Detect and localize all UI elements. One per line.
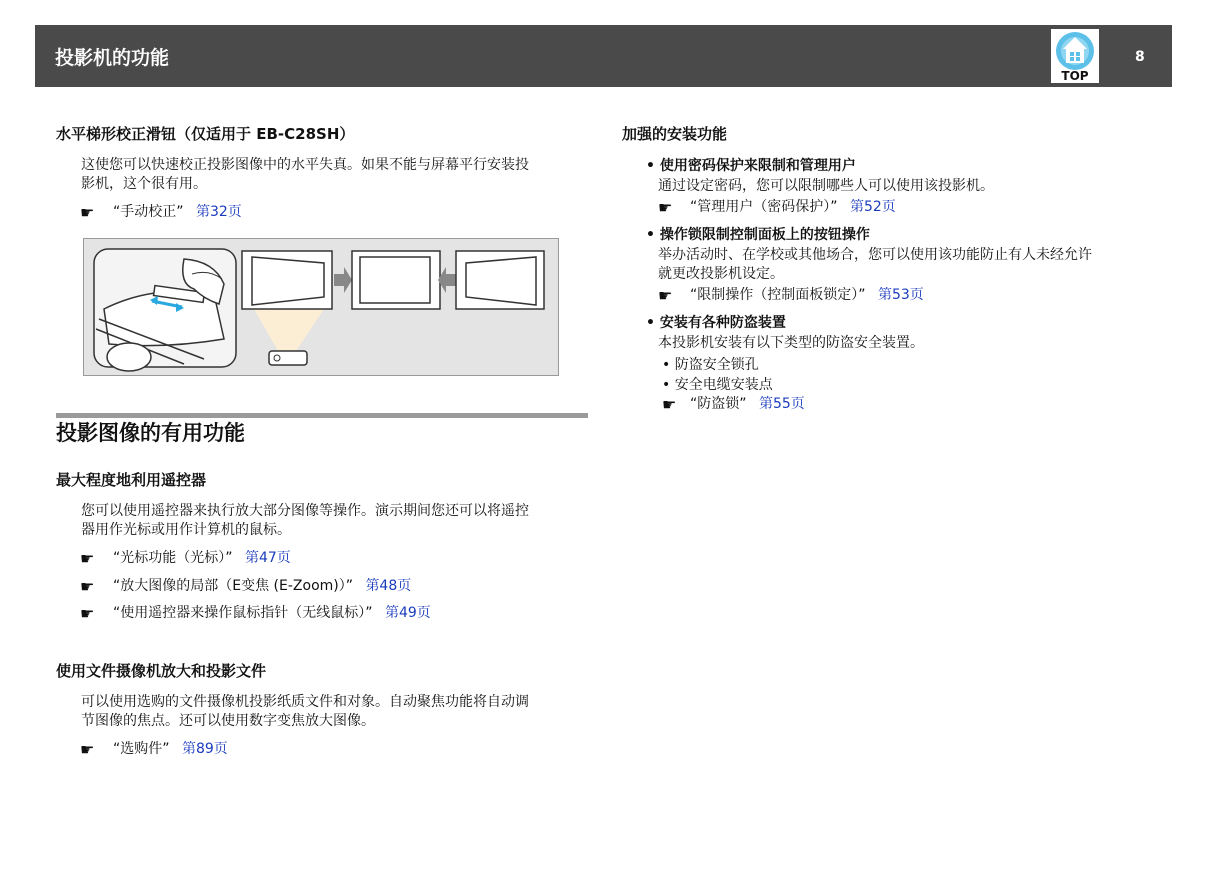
ref-manual-correction[interactable] [56,203,613,222]
hand-pointer-icon: ☛ [80,577,95,596]
page-link[interactable]: 第32页 [195,204,242,220]
hand-pointer-icon: ☛ [80,740,95,759]
item-title: 安装有各种防盗装置 [659,315,786,331]
section-divider [56,413,588,418]
lock-body-line1: 举办活动时、在学校或其他场合，您可以使用该功能防止有人未经允许 [658,247,1092,263]
arrow-right-icon [334,267,352,293]
ref-text: “管理用户（密码保护）” [690,199,838,215]
hand-pointer-icon: ☛ [662,395,677,414]
screen-before-right [456,251,544,309]
bullet-operation-lock [646,226,870,245]
ref-control-panel-lock[interactable] [622,286,1210,305]
item-title: 操作锁限制控制面板上的按钮操作 [659,227,870,243]
screen-corrected [352,251,440,309]
page-link[interactable]: 第89页 [181,741,228,757]
sub-bullet-dot: • [662,377,671,393]
ref-text: “手动校正” [113,204,184,220]
remote-body-line2: 器用作光标或用作计算机的鼠标。 [81,522,291,538]
section-title-useful-features: 投影图像的有用功能 [56,421,245,445]
ref-text: “使用遥控器来操作鼠标指针（无线鼠标）” [113,605,373,621]
ref-cursor-function[interactable] [56,549,613,568]
page-number: 8 [1135,49,1145,65]
ref-e-zoom[interactable] [56,577,613,596]
page-link[interactable]: 第49页 [384,605,431,621]
ref-text: “选购件” [113,741,170,757]
sub-item-text: 防盗安全锁孔 [674,357,759,373]
top-label: TOP [1061,69,1089,83]
hand-pointer-icon: ☛ [80,203,95,222]
password-body: 通过设定密码，您可以限制哪些人可以使用该投影机。 [658,178,994,194]
item-title: 使用密码保护来限制和管理用户 [659,158,856,174]
heading-installation-features: 加强的安装功能 [622,125,728,143]
sub-item-cable-point [662,376,773,395]
ref-text: “限制操作（控制面板锁定）” [690,287,866,303]
heading-keystone-slider: 水平梯形校正滑钮（仅适用于 EB-C28SH） [56,125,355,143]
projector-drawing [254,309,324,365]
page-link[interactable]: 第52页 [849,199,896,215]
camera-body-line2: 节图像的焦点。还可以使用数字变焦放大图像。 [81,713,375,729]
lock-body-line2: 就更改投影机设定。 [658,266,784,282]
page-link[interactable]: 第55页 [758,396,805,412]
hand-pointer-icon: ☛ [658,198,673,217]
heading-remote-control: 最大程度地利用遥控器 [56,471,207,489]
ref-password[interactable] [622,198,1210,217]
anti-theft-body: 本投影机安装有以下类型的防盗安全装置。 [658,335,924,351]
bullet-dot: • [646,227,655,243]
page-header [35,25,1172,87]
bullet-dot: • [646,158,655,174]
slider-hand-drawing [94,249,236,371]
ref-text: “防盗锁” [690,396,747,412]
ref-wireless-mouse[interactable] [56,604,613,623]
page-link[interactable]: 第47页 [244,550,291,566]
sub-item-text: 安全电缆安装点 [674,377,773,393]
page-title: 投影机的功能 [55,47,170,69]
hand-pointer-icon: ☛ [80,604,95,623]
heading-document-camera: 使用文件摄像机放大和投影文件 [56,662,267,680]
page-link[interactable]: 第48页 [365,578,412,594]
hand-pointer-icon: ☛ [80,549,95,568]
hand-pointer-icon: ☛ [658,286,673,305]
ref-text: “放大图像的局部（E变焦 (E-Zoom)）” [113,578,353,594]
bullet-anti-theft [646,314,786,333]
keystone-body-line2: 影机，这个很有用。 [81,176,207,192]
bullet-dot: • [646,315,655,331]
bullet-password [646,157,856,176]
ref-options[interactable] [56,740,613,759]
ref-anti-theft[interactable] [622,395,1210,414]
remote-body-line1: 您可以使用遥控器来执行放大部分图像等操作。演示期间您还可以将遥控 [81,503,529,519]
keystone-illustration [83,238,559,376]
sub-bullet-dot: • [662,357,671,373]
page-link[interactable]: 第53页 [877,287,924,303]
keystone-body-line1: 这使您可以快速校正投影图像中的水平失真。如果不能与屏幕平行安装投 [81,157,529,173]
sub-item-security-slot [662,356,759,375]
ref-text: “光标功能（光标）” [113,550,233,566]
top-button[interactable] [1051,29,1099,83]
screen-before [242,251,332,309]
camera-body-line1: 可以使用选购的文件摄像机投影纸质文件和对象。自动聚焦功能将自动调 [81,694,529,710]
